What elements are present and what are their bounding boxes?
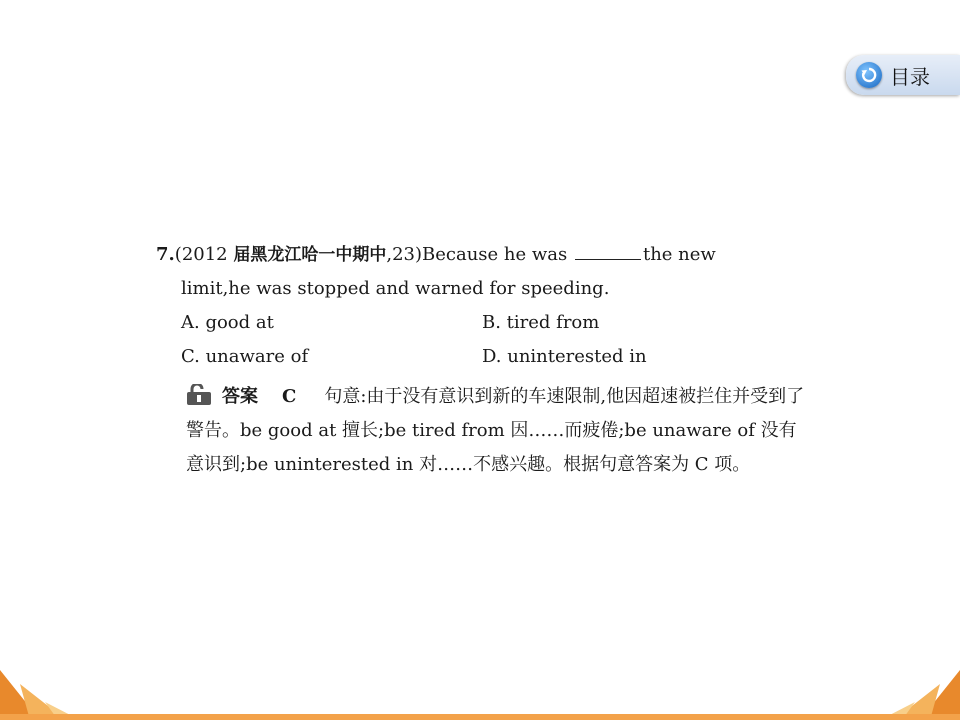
question-text-after-blank: the new [642,244,716,265]
option-a: A. good at [181,312,274,333]
corner-decoration-right [860,660,960,720]
question-line-2: limit,he was stopped and warned for speeding. [181,278,610,299]
answer-letter: C [282,386,297,407]
question-block [156,238,806,374]
answer-label: 答案 [222,386,258,407]
option-c: C. unaware of [181,346,309,367]
corner-decoration-left [0,660,100,720]
option-d: D. uninterested in [482,346,647,367]
answer-explanation: 句意:由于没有意识到新的车速限制,他因超速被拦住并受到了警告。be good at 擅长;be tired from 因……而疲倦;be unaware of 没有意识到;be uninterested in 对……不感兴趣。根据句意答案为 C 项。 [186,386,805,475]
bottom-bar [0,714,960,720]
question-line-1 [156,238,806,272]
refresh-arrow-icon [856,62,882,88]
answer-block [186,380,808,482]
question-source-close: ,23) [386,244,423,265]
toc-label: 目录 [890,64,930,89]
question-number: 7. [156,244,175,265]
options-grid [156,306,806,374]
option-b: B. tired from [482,312,600,333]
question-source-open: (2012 [174,244,234,265]
answer-blank [575,241,641,260]
lock-icon [186,384,212,406]
question-source: 届黑龙江哈一中期中 [233,245,387,265]
question-text-before-blank: Because he was [422,244,573,265]
toc-button[interactable] [846,55,960,95]
